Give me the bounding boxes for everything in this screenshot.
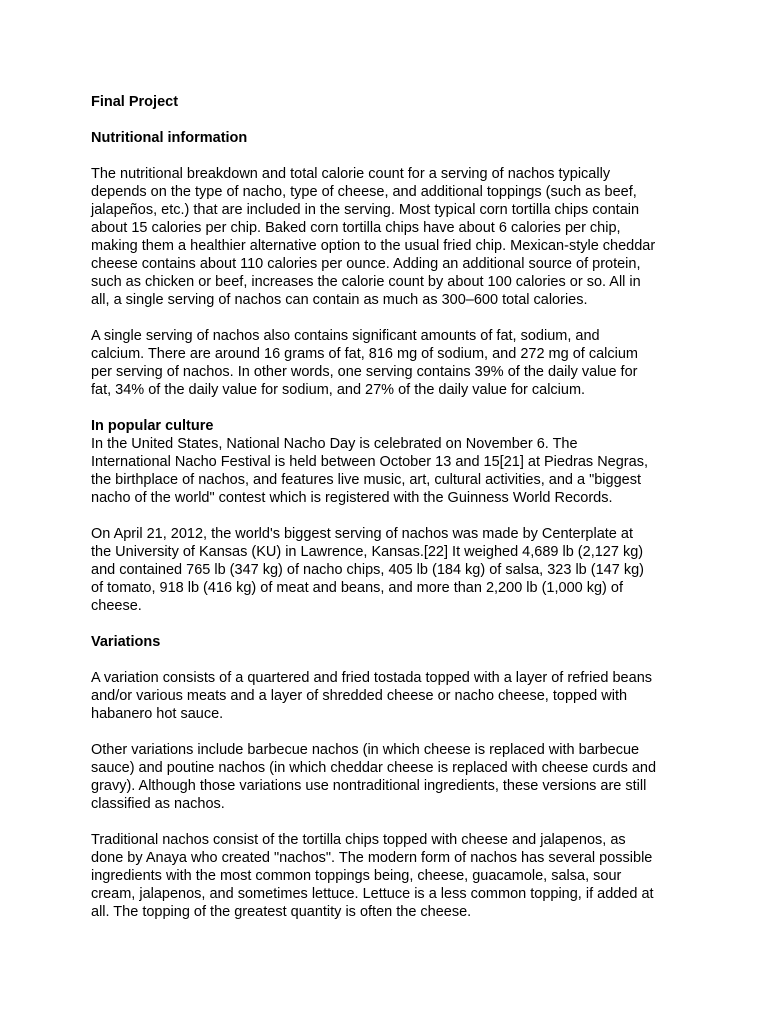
section-heading-variations: Variations (91, 634, 161, 650)
paragraph-variations-3: Traditional nachos consist of the tortilla chips topped with cheese and jalapenos, as done by Anaya who created "nachos". The modern form of nachos has several possible ingredients with the most common toppings being, cheese, guacamole, salsa, sour cream, jalapenos, and sometimes lettuce. Lettuce is a less common topping, if added at all. The topping of the greatest quantity is often the cheese. (91, 832, 654, 920)
paragraph-nutrition-1: The nutritional breakdown and total calorie count for a serving of nachos typically depends on the type of nacho, type of cheese, and additional toppings (such as beef, jalapeños, etc.) that are included in the serving. Most typical corn tortilla chips contain about 15 calories per chip. Baked corn tortilla chips have about 6 calories per chip, making them a healthier alternative option to the usual fried chip. Mexican-style cheddar cheese contains about 110 calories per ounce. Adding an additional source of protein, such as chicken or beef, increases the calorie count by about 100 calories or so. All in all, a single serving of nachos can contain as much as 300–600 total calories. (91, 166, 656, 308)
paragraph-variations-2: Other variations include barbecue nachos (in which cheese is replaced with barbecue sauce) and poutine nachos (in which cheddar cheese is replaced with cheese curds and gravy). Although those variations use nontraditional ingredients, these versions are still classified as nachos. (91, 742, 657, 812)
document-title: Final Project (91, 94, 179, 110)
paragraph-culture-1: In the United States, National Nacho Day is celebrated on November 6. The International Nacho Festival is held between October 13 and 15[21] at Piedras Negras, the birthplace of nachos, and features live music, art, cultural activities, and a "biggest nacho of the world" contest which is registered with the Guinness World Records. (91, 436, 648, 506)
paragraph-nutrition-2: A single serving of nachos also contains significant amounts of fat, sodium, and calcium. There are around 16 grams of fat, 816 mg of sodium, and 272 mg of calcium per serving of nachos. In other words, one serving contains 39% of the daily value for fat, 34% of the daily value for sodium, and 27% of the daily value for calcium. (91, 328, 638, 398)
section-heading-popular-culture: In popular culture (91, 418, 214, 434)
paragraph-culture-2: On April 21, 2012, the world's biggest serving of nachos was made by Centerplate at the University of Kansas (KU) in Lawrence, Kansas.[22] It weighed 4,689 lb (2,127 kg) and contained 765 lb (347 kg) of nacho chips, 405 lb (184 kg) of salsa, 323 lb (147 kg) of tomato, 918 lb (416 kg) of meat and beans, and more than 2,200 lb (1,000 kg) of cheese. (91, 526, 644, 614)
paragraph-variations-1: A variation consists of a quartered and fried tostada topped with a layer of refried beans and/or various meats and a layer of shredded cheese or nacho cheese, topped with habanero hot sauce. (91, 670, 653, 722)
section-heading-nutrition: Nutritional information (91, 130, 248, 146)
document-body (91, 93, 691, 921)
